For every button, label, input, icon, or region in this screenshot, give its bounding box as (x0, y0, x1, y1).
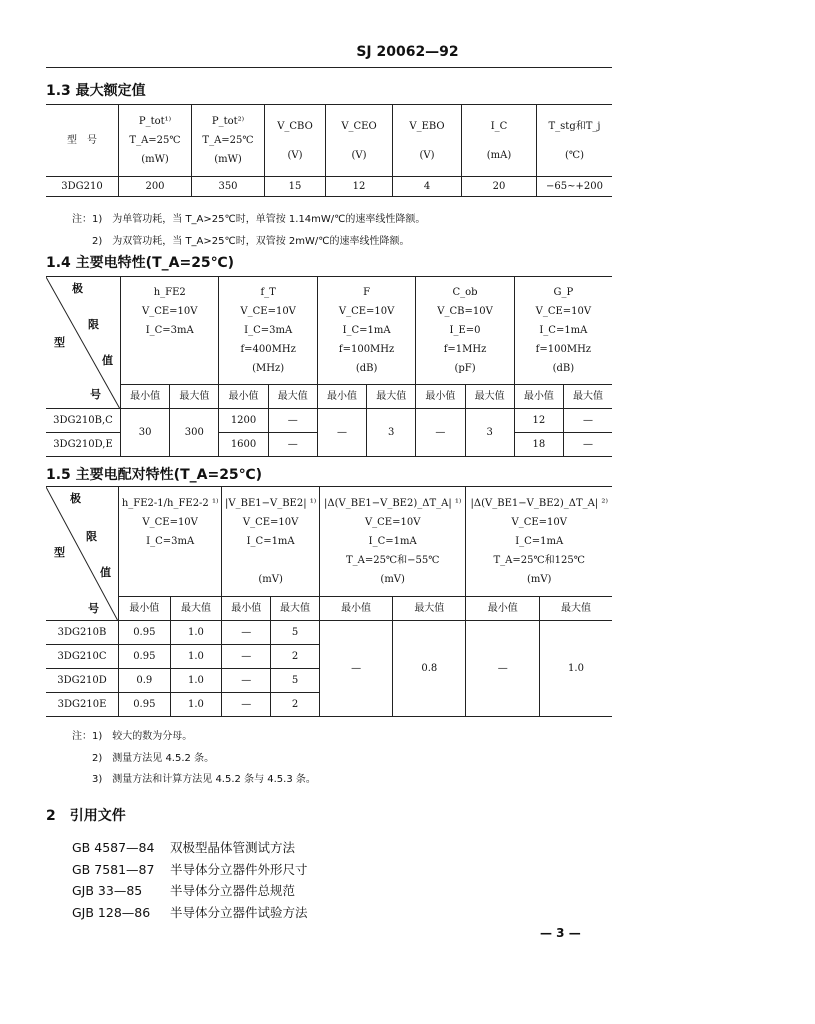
col-ic: I_C (mA) (462, 105, 537, 177)
ref-name: 双极型晶体管测试方法 (170, 840, 296, 855)
cell: — (222, 669, 271, 693)
corner-zhi: 值 (102, 354, 113, 367)
cell: 0.95 (119, 693, 171, 717)
param-gp: G_P V_CE=10V I_C=1mA f=100MHz (dB) (514, 277, 612, 385)
corner-ji: 极 (72, 282, 83, 295)
cell: 0.95 (119, 621, 171, 645)
min-label: 最小值 (219, 385, 268, 409)
cell: 12 (514, 409, 563, 433)
max-label: 最大值 (170, 597, 222, 621)
ref-code: GJB 33—85 (72, 883, 143, 898)
param-dvbe-low: |Δ(V_BE1−V_BE2)_ΔT_A| ¹⁾ V_CE=10V I_C=1mA T_A=25℃和−55℃ (mV) (319, 487, 466, 597)
cell: 4 (393, 177, 462, 197)
max-label: 最大值 (271, 597, 320, 621)
min-label: 最小值 (222, 597, 271, 621)
cell: 1.0 (540, 621, 613, 717)
cell: 12 (326, 177, 393, 197)
cell: 5 (271, 621, 320, 645)
note-3: 3) 测量方法和计算方法见 4.5.2 条与 4.5.3 条。 (92, 774, 316, 785)
min-label: 最小值 (121, 385, 170, 409)
max-label: 最大值 (393, 597, 466, 621)
type-cell: 3DG210D (46, 669, 119, 693)
ref-name: 半导体分立器件外形尺寸 (170, 862, 308, 877)
note-1: 注：1) 较大的数为分母。 (72, 731, 193, 742)
note-1: 注：1) 为单管功耗，当 T_A>25℃时，单管按 1.14mW/℃的速率线性降额。 (72, 214, 426, 225)
header-rule (46, 67, 612, 68)
type-cell: 3DG210B (46, 621, 119, 645)
cell: 300 (170, 409, 219, 457)
cell: 2 (271, 645, 320, 669)
min-label: 最小值 (317, 385, 366, 409)
section-1-3-title: 1.3 最大额定值 (46, 83, 146, 99)
cell: 350 (192, 177, 265, 197)
section-2-title: 2 引用文件 (46, 808, 126, 824)
cell: −65~+200 (537, 177, 613, 197)
param-hfe-ratio: h_FE2-1/h_FE2-2 ¹⁾ V_CE=10V I_C=3mA (119, 487, 222, 597)
cell: — (563, 409, 612, 433)
max-label: 最大值 (170, 385, 219, 409)
col-tstg: T_stg和T_j (℃) (537, 105, 613, 177)
cell: 0.95 (119, 645, 171, 669)
cell: 30 (121, 409, 170, 457)
cell: — (563, 433, 612, 457)
cell: — (466, 621, 540, 717)
list-item (72, 838, 295, 856)
col-vebo: V_EBO (V) (393, 105, 462, 177)
corner-xian: 限 (86, 530, 97, 543)
cell: 200 (119, 177, 192, 197)
min-label: 最小值 (466, 597, 540, 621)
table-row (46, 409, 612, 433)
cell: 5 (271, 669, 320, 693)
param-ft: f_T V_CE=10V I_C=3mA f=400MHz (MHz) (219, 277, 317, 385)
param-cob: C_ob V_CB=10V I_E=0 f=1MHz (pF) (416, 277, 514, 385)
cell: — (268, 409, 317, 433)
max-label: 最大值 (540, 597, 613, 621)
section-1-4-title: 1.4 主要电特性(T_A=25℃) (46, 255, 235, 271)
max-label: 最大值 (367, 385, 416, 409)
max-label: 最大值 (268, 385, 317, 409)
corner-xing: 型 (54, 546, 65, 559)
ref-name: 半导体分立器件总规范 (170, 883, 296, 898)
param-f: F V_CE=10V I_C=1mA f=100MHz (dB) (317, 277, 415, 385)
cell: — (222, 693, 271, 717)
page-number: — 3 — (540, 926, 581, 940)
min-label: 最小值 (119, 597, 171, 621)
cell: 1600 (219, 433, 268, 457)
corner-zhi: 值 (100, 566, 111, 579)
cell: 3 (367, 409, 416, 457)
col-type: 型 号 (46, 105, 119, 177)
param-hfe: h_FE2 V_CE=10V I_C=3mA (121, 277, 219, 385)
type-cell: 3DG210E (46, 693, 119, 717)
note-2: 2) 测量方法见 4.5.2 条。 (92, 753, 215, 764)
col-ptot2: P_tot²⁾ T_A=25℃ (mW) (192, 105, 265, 177)
electrical-table (46, 276, 612, 457)
list-item (72, 903, 308, 921)
ref-code: GJB 128—86 (72, 905, 151, 920)
type-cell: 3DG210C (46, 645, 119, 669)
cell: 1200 (219, 409, 268, 433)
ref-name: 半导体分立器件试验方法 (170, 905, 308, 920)
min-label: 最小值 (514, 385, 563, 409)
corner-ji: 极 (70, 492, 81, 505)
cell: — (268, 433, 317, 457)
cell: 1.0 (170, 621, 222, 645)
list-item (72, 860, 308, 878)
max-ratings-table (46, 104, 612, 197)
cell: 15 (265, 177, 326, 197)
minmax-row (46, 385, 612, 409)
cell: 1.0 (170, 669, 222, 693)
cell: 0.8 (393, 621, 466, 717)
document-header: SJ 20062—92 (356, 44, 459, 60)
cell: 20 (462, 177, 537, 197)
list-item (72, 881, 295, 899)
cell: 1.0 (170, 693, 222, 717)
corner-cell (46, 487, 119, 621)
max-ratings-header-row (46, 105, 612, 177)
corner-hao: 号 (90, 388, 101, 401)
note-2: 2) 为双管功耗，当 T_A>25℃时，双管按 2mW/℃的速率线性降额。 (92, 236, 410, 247)
table-row (46, 621, 612, 645)
type-cell: 3DG210B,C (46, 409, 121, 433)
corner-hao: 号 (88, 602, 99, 615)
min-label: 最小值 (319, 597, 392, 621)
max-label: 最大值 (465, 385, 514, 409)
cell: — (317, 409, 366, 457)
col-vcbo: V_CBO (V) (265, 105, 326, 177)
matching-table (46, 486, 612, 717)
cell: 3 (465, 409, 514, 457)
max-label: 最大值 (563, 385, 612, 409)
corner-cell (46, 277, 121, 409)
cell: — (222, 621, 271, 645)
ref-code: GB 4587—84 (72, 840, 155, 855)
col-vceo: V_CEO (V) (326, 105, 393, 177)
minmax-row (46, 597, 612, 621)
param-dvbe-high: |Δ(V_BE1−V_BE2)_ΔT_A| ²⁾ V_CE=10V I_C=1mA T_A=25℃和125℃ (mV) (466, 487, 612, 597)
section-1-5-title: 1.5 主要电配对特性(T_A=25℃) (46, 467, 263, 483)
type-cell: 3DG210D,E (46, 433, 121, 457)
cell: 2 (271, 693, 320, 717)
cell: 1.0 (170, 645, 222, 669)
ref-code: GB 7581—87 (72, 862, 155, 877)
max-ratings-row (46, 177, 612, 197)
cell: 3DG210 (46, 177, 119, 197)
cell: — (222, 645, 271, 669)
col-ptot1: P_tot¹⁾ T_A=25℃ (mW) (119, 105, 192, 177)
cell: — (416, 409, 465, 457)
corner-xian: 限 (88, 318, 99, 331)
corner-xing: 型 (54, 336, 65, 349)
cell: — (319, 621, 392, 717)
cell: 0.9 (119, 669, 171, 693)
min-label: 最小值 (416, 385, 465, 409)
cell: 18 (514, 433, 563, 457)
param-vbe-diff: |V_BE1−V_BE2| ¹⁾ V_CE=10V I_C=1mA (mV) (222, 487, 320, 597)
